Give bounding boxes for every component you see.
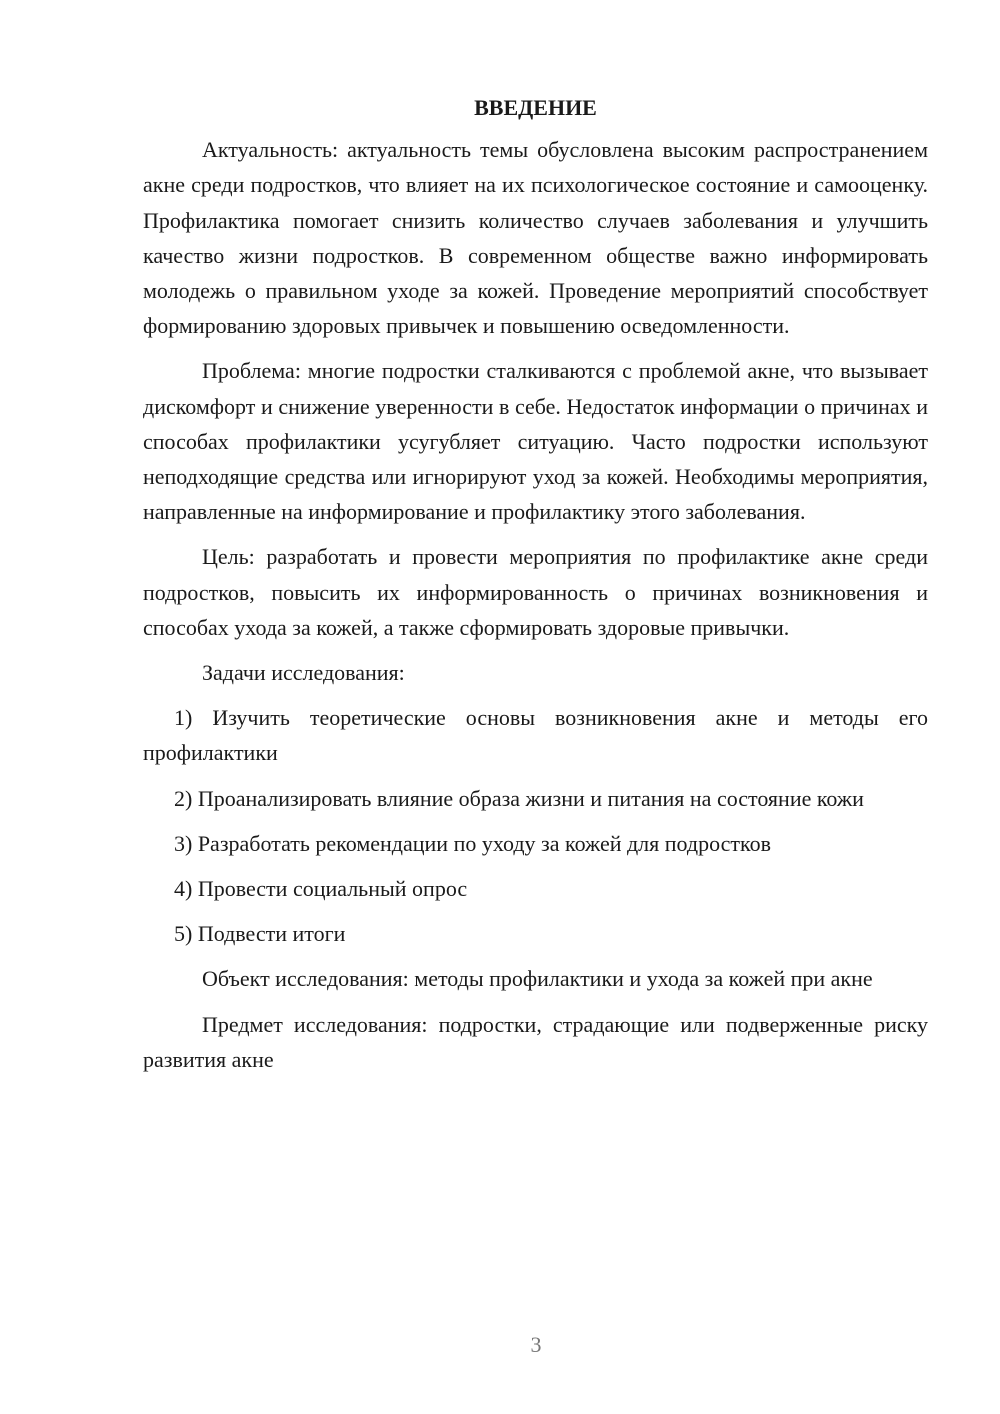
page-heading: ВВЕДЕНИЕ [474,95,597,120]
paragraph-subject: Предмет исследования: подростки, страдающие или подверженные риску развития акне [143,1011,928,1072]
task-item-5: 5) Подвести итоги [174,921,346,947]
paragraph-problem: Проблема: многие подростки сталкиваются с проблемой акне, что вызывает дискомфорт и снижение уверенности в себе. Недостаток информации о причинах и способах профилактики усугубляет ситуацию. Часто подростки используют неподходящие средства или игнорируют уход за кожей. Необходимы мероприятия, направленные на информирование и профилактику этого заболевания. [143,358,928,525]
paragraph-object: Объект исследования: методы профилактики и ухода за кожей при акне [202,966,873,992]
paragraph-relevance: Актуальность: актуальность темы обусловлена высоким распространением акне среди подростков, что влияет на их психологическое состояние и самооценку. Профилактика помогает снизить количество случаев заболевания и улучшить качество жизни подростков. В современном обществе важно информировать молодежь о правильном уходе за кожей. Проведение мероприятий способствует формированию здоровых привычек и повышению осведомленности. [143,137,928,339]
task-item-2: 2) Проанализировать влияние образа жизни и питания на состояние кожи [174,785,864,811]
paragraph-goal: Цель: разработать и провести мероприятия по профилактике акне среди подростков, повысить их информированность о причинах возникновения и способах ухода за кожей, а также сформировать здоровые привычки. [143,544,928,640]
task-item-4: 4) Провести социальный опрос [174,876,468,902]
task-item-1: 1) Изучить теоретические основы возникновения акне и методы его профилактики [143,705,928,766]
tasks-title: Задачи исследования: [202,660,405,686]
task-item-3: 3) Разработать рекомендации по уходу за кожей для подростков [174,830,771,856]
page-content [143,90,928,1087]
page-number: 3 [530,1332,542,1357]
